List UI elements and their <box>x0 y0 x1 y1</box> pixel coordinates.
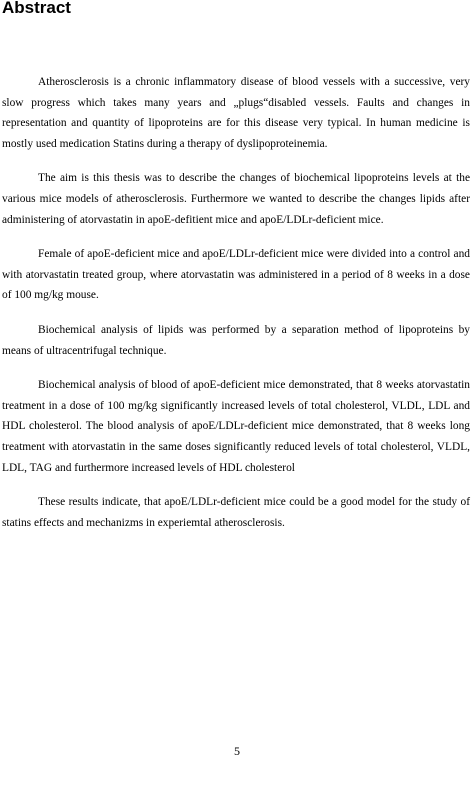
page-title: Abstract <box>2 0 71 17</box>
abstract-paragraph-3: Female of apoE-deficient mice and apoE/LDLr-deficient mice were divided into a control and with atorvastatin treated group, where atorvastatin was administered in a period of 8 weeks in a dose of 100 mg/kg mouse. <box>2 248 470 302</box>
abstract-paragraph-4: Biochemical analysis of lipids was performed by a separation method of lipoproteins by means of ultracentrifugal technique. <box>2 323 470 357</box>
page-number: 5 <box>234 744 240 758</box>
abstract-paragraph-1: Atherosclerosis is a chronic inflammatory disease of blood vessels with a successive, very slow progress which takes many years and „plugs“disabled vessels. Faults and changes in representation and quantity of lipoproteins are for this disease very typical. In human medicine is mostly used medication Statins during a therapy of dyslipoproteinemia. <box>2 76 470 150</box>
abstract-body <box>2 72 470 547</box>
abstract-paragraph-2: The aim is this thesis was to describe the changes of biochemical lipoproteins levels at the various mice models of atherosclerosis. Furthermore we wanted to describe the changes lipids after administering of atorvastatin in apoE-defitient mice and apoE/LDLr-deficient mice. <box>2 172 470 226</box>
abstract-paragraph-5: Biochemical analysis of blood of apoE-deficient mice demonstrated, that 8 weeks atorvastatin treatment in a dose of 100 mg/kg significantly increased levels of total cholesterol, VLDL, LDL and HDL cholesterol. The blood analysis of apoE/LDLr-deficient mice demonstrated, that 8 weeks long treatment with atorvastatin in the same doses significantly reduced levels of total cholesterol, VLDL, LDL, TAG and furthermore increased levels of HDL cholesterol <box>2 379 470 474</box>
abstract-paragraph-6: These results indicate, that apoE/LDLr-deficient mice could be a good model for the study of statins effects and mechanizms in experiemtal atherosclerosis. <box>2 496 470 529</box>
